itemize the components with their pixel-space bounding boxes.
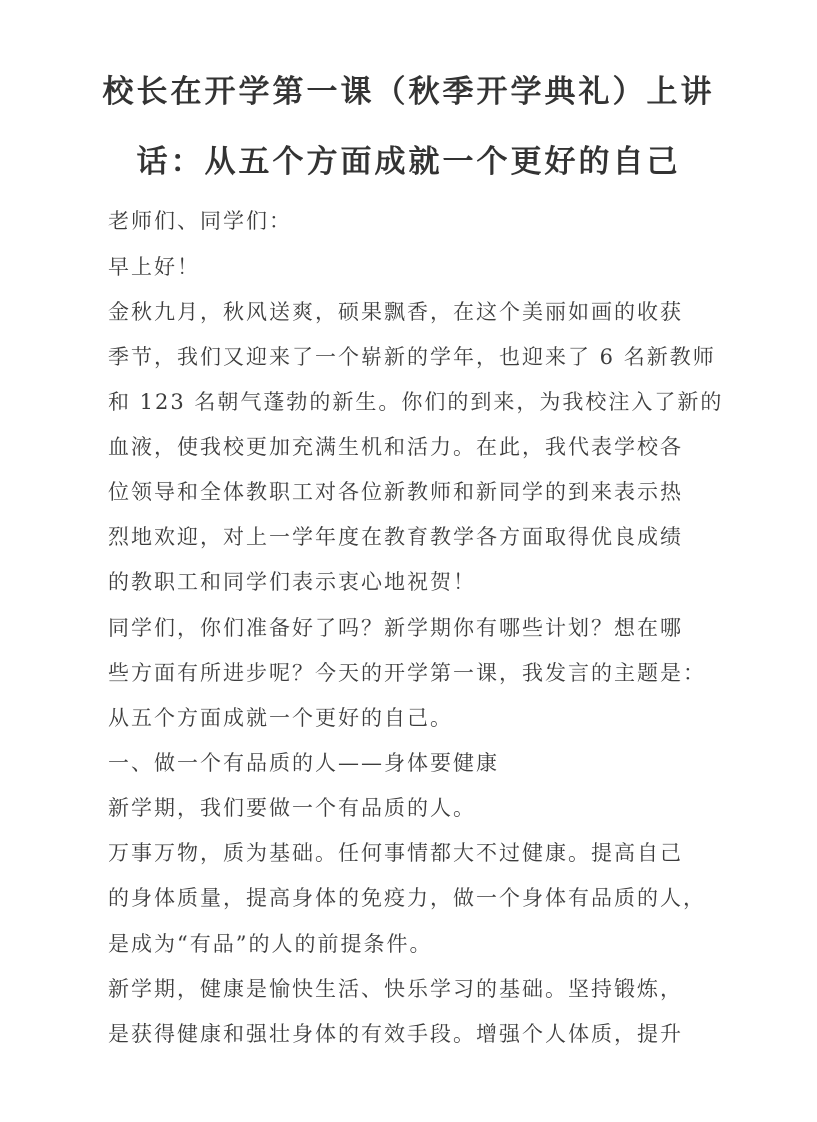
body-line-greeting: 老师们、同学们：: [108, 209, 292, 233]
body-line: 季节，我们又迎来了一个崭新的学年，也迎来了 6 名新教师: [108, 345, 716, 369]
document-title-line-1: 校长在开学第一课（秋季开学典礼）上讲: [102, 74, 715, 110]
body-line: 万事万物，质为基础。任何事情都大不过健康。提高自己: [108, 841, 683, 865]
body-line: 是获得健康和强壮身体的有效手段。增强个人体质，提升: [108, 1022, 683, 1046]
body-line: 是成为“有品”的人的前提条件。: [108, 932, 433, 956]
body-line: 血液，使我校更加充满生机和活力。在此，我代表学校各: [108, 435, 683, 459]
body-line: 和 123 名朝气蓬勃的新生。你们的到来，为我校注入了新的: [108, 390, 724, 414]
body-line: 从五个方面成就一个更好的自己。: [108, 706, 453, 730]
body-line: 新学期，健康是愉快生活、快乐学习的基础。坚持锻炼，: [108, 977, 683, 1001]
body-line: 新学期，我们要做一个有品质的人。: [108, 796, 476, 820]
body-line: 些方面有所进步呢？今天的开学第一课，我发言的主题是：: [108, 661, 706, 685]
document-title-line-2: 话：从五个方面成就一个更好的自己: [136, 144, 681, 180]
body-line: 的教职工和同学们表示衷心地祝贺！: [108, 570, 476, 594]
body-line-good-morning: 早上好！: [108, 255, 200, 279]
section-heading-1: 一、做一个有品质的人——身体要健康: [108, 751, 499, 775]
body-line: 同学们，你们准备好了吗？新学期你有哪些计划？想在哪: [108, 616, 683, 640]
body-line: 烈地欢迎，对上一学年度在教育教学各方面取得优良成绩: [108, 525, 683, 549]
body-line: 位领导和全体教职工对各位新教师和新同学的到来表示热: [108, 480, 683, 504]
body-line: 金秋九月，秋风送爽，硕果飘香，在这个美丽如画的收获: [108, 300, 683, 324]
body-line: 的身体质量，提高身体的免疫力，做一个身体有品质的人，: [108, 886, 706, 910]
